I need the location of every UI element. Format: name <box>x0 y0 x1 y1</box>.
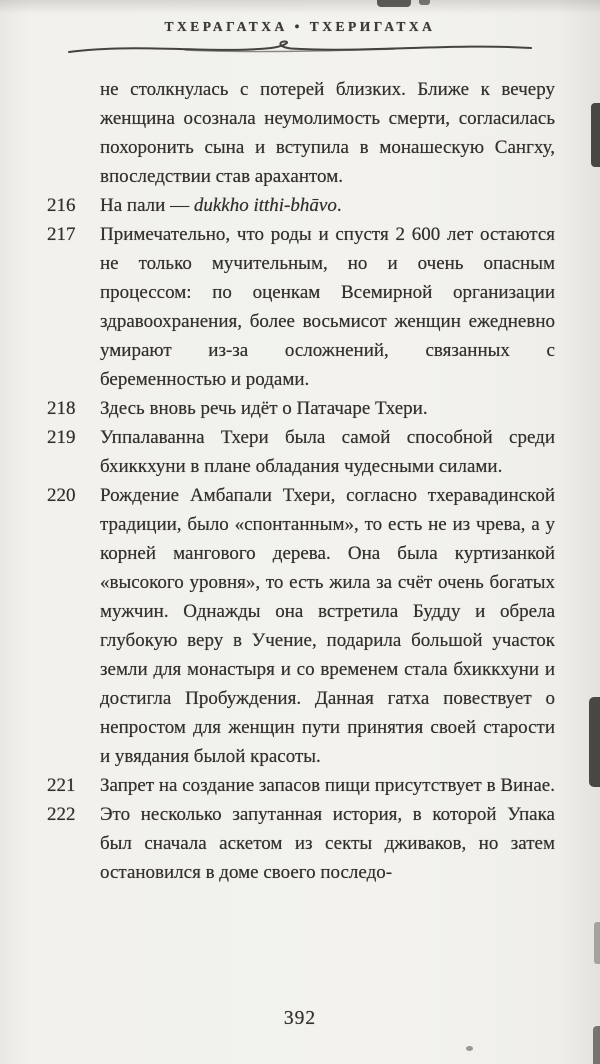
note-number: 221 <box>47 775 76 796</box>
note-number: 219 <box>47 427 76 448</box>
page-footer <box>0 1008 600 1030</box>
note-219 <box>47 423 555 481</box>
note-text: Здесь вновь речь идёт о Патачаре Тхери. <box>100 398 428 419</box>
notes-list <box>0 59 600 887</box>
pali-term: dukkho itthi-bhāvo <box>193 195 337 216</box>
note-220 <box>47 481 555 771</box>
scan-artifact <box>594 922 600 964</box>
note-text-segment: На пали — <box>100 195 194 216</box>
note-number: 218 <box>47 398 76 419</box>
note-continuation <box>47 75 555 191</box>
note-text <box>100 191 555 220</box>
note-number: 216 <box>47 195 76 216</box>
note-number: 222 <box>47 804 76 825</box>
header-title: ТХЕРАГАТХА • ТХЕРИГАТХА <box>164 19 436 34</box>
note-text: Примечательно, что роды и спустя 2 600 лет остаются не только мучительным, но и очень опасным процессом: по оценкам Всемирной организации здравоохранения, более восьмисот женщин ежедневно умирают из-за осложнений, связанных с беременностью и родами. <box>100 224 555 390</box>
note-218 <box>47 394 555 423</box>
note-text: Уппалаванна Тхери была самой способной среди бхиккхуни в плане обладания чудесными силами. <box>100 427 555 477</box>
note-text: не столкнулась с потерей близких. Ближе к вечеру женщина осознала неумолимость смерти, согласилась похоронить сына и вступила в монашескую Сангху, впоследствии став арахантом. <box>100 79 555 187</box>
scan-artifact <box>466 1046 473 1051</box>
note-216 <box>47 191 555 220</box>
note-text: Рождение Амбапали Тхери, согласно тхеравадинской традиции, было «спонтанным», то есть не из чрева, а у корней мангового дерева. Она была куртизанкой «высокого уровня», то есть жила за счёт очень богатых мужчин. Однажды она встретила Будду и обрела глубокую веру в Учение, подарила большой участок земли для монастыря и со временем стала бхиккхуни и достигла Пробуждения. Данная гатха повествует о непростом для женщин пути принятия своей старости и увядания былой красоты. <box>100 485 555 767</box>
running-header <box>0 0 600 59</box>
note-text-segment: . <box>336 195 342 216</box>
note-text: Запрет на создание запасов пищи присутствует в Винае. <box>100 775 555 796</box>
note-number: 217 <box>47 224 76 245</box>
note-text: Это несколько запутанная история, в которой Упака был сначала аскетом из секты дживаков, но затем остановился в доме своего последо- <box>100 804 555 883</box>
scan-artifact <box>593 1026 600 1064</box>
note-222 <box>47 800 555 887</box>
page-number: 392 <box>283 1008 317 1029</box>
note-221 <box>47 771 555 800</box>
note-number: 220 <box>47 485 76 506</box>
decorative-flourish <box>65 39 535 59</box>
note-217 <box>47 220 555 394</box>
